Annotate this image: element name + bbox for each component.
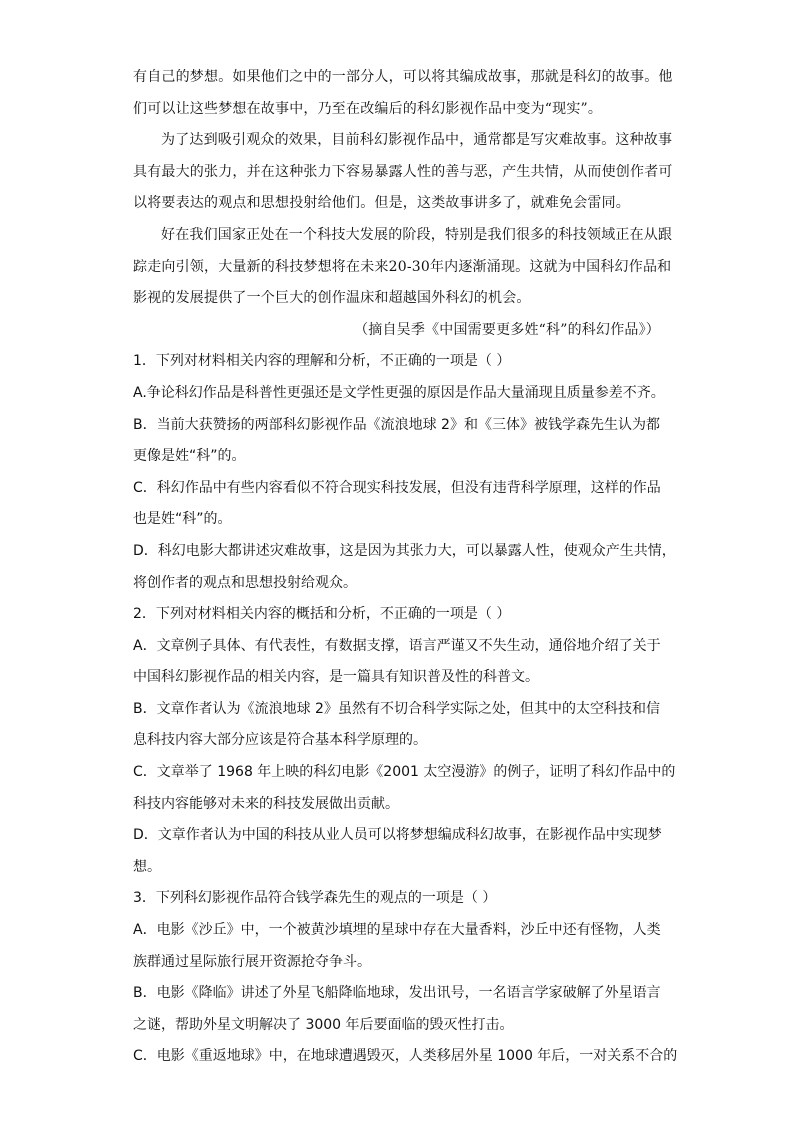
option-line: 息科技内容大部分应该是符合基本科学原理的。	[133, 732, 427, 749]
question-stem: 1．下列对材料相关内容的理解和分析，不正确的一项是（ ）	[133, 353, 511, 370]
passage-source: （摘自吴季《中国需要更多姓“科”的科幻作品》）	[354, 321, 660, 338]
option-line: 也是姓“科”的。	[133, 511, 232, 528]
option-line: D．文章作者认为中国的科技从业人员可以将梦想编成科幻故事，在影视作品中实现梦	[133, 827, 662, 844]
question-3	[133, 883, 678, 1073]
option-c	[133, 473, 663, 536]
option-line: B．文章作者认为《流浪地球 2》虽然有不切合科学实际之处，但其中的太空科技和信	[133, 700, 660, 717]
option-a	[133, 915, 663, 978]
option-line: C．科幻作品中有些内容看似不符合现实科技发展，但没有违背科学原理，这样的作品	[133, 479, 661, 496]
option-line: B．当前大获赞扬的两部科幻影视作品《流浪地球 2》和《三体》被钱学森先生认为都	[133, 416, 660, 433]
option-line: 族群通过星际旅行展开资源抢夺争斗。	[133, 953, 371, 970]
option-line: 中国科幻影视作品的相关内容，是一篇具有知识普及性的科普文。	[133, 669, 539, 686]
passage-paragraph-2	[133, 125, 673, 220]
question-stem: 2．下列对材料相关内容的概括和分析，不正确的一项是（ ）	[133, 606, 511, 623]
option-line: A.争论科幻作品是科普性更强还是文学性更强的原因是作品大量涌现且质量参差不齐。	[133, 384, 665, 401]
passage-paragraph-3	[133, 220, 673, 315]
option-line: 科技内容能够对未来的科技发展做出贡献。	[133, 795, 399, 812]
option-d	[133, 820, 663, 883]
option-b	[133, 410, 663, 473]
text-line: 好在我们国家正处在一个科技大发展的阶段，特别是我们很多的科技领域正在从跟	[161, 226, 673, 243]
option-line: 想。	[133, 858, 161, 875]
text-line: 有自己的梦想。如果他们之中的一部分人，可以将其编成故事，那就是科幻的故事。他	[133, 69, 673, 85]
question-1	[133, 346, 676, 599]
text-line: 为了达到吸引观众的效果，目前科幻影视作品中，通常都是写灾难故事。这种故事	[161, 132, 673, 149]
option-d	[133, 536, 676, 599]
option-b	[133, 978, 663, 1041]
option-line: 更像是姓“科”的。	[133, 448, 246, 465]
option-line: A．文章例子具体、有代表性，有数据支撑，语言严谨又不失生动，通俗地介绍了关于	[133, 637, 661, 654]
text-line: 具有最大的张力，并在这种张力下容易暴露人性的善与恶，产生共情，从而使创作者可	[133, 163, 673, 180]
text-line: 踪走向引领，大量新的科技梦想将在未来20-30年内逐渐涌现。这就为中国科幻作品和	[133, 258, 672, 275]
option-a	[133, 378, 663, 410]
question-2	[133, 599, 676, 883]
question-stem: 3．下列科幻影视作品符合钱学森先生的观点的一项是（ ）	[133, 890, 497, 907]
option-c	[133, 1041, 678, 1073]
option-line: 之谜，帮助外星文明解决了 3000 年后要面临的毁灭性打击。	[133, 1016, 514, 1033]
option-a	[133, 631, 663, 694]
option-c	[133, 757, 676, 820]
option-line: A．电影《沙丘》中，一个被黄沙填埋的星球中存在大量香料，沙丘中还有怪物，人类	[133, 922, 661, 939]
text-line: 们可以让这些梦想在故事中，乃至在改编后的科幻影视作品中变为“现实”。	[133, 100, 603, 117]
text-line: 影视的发展提供了一个巨大的创作温床和超越国外科幻的机会。	[133, 290, 531, 307]
passage-paragraph-1	[133, 62, 673, 125]
reading-passage	[133, 62, 673, 346]
option-line: 将创作者的观点和思想投射给观众。	[133, 574, 357, 591]
option-line: B．电影《降临》讲述了外星飞船降临地球，发出讯号，一名语言学家破解了外星语言	[133, 985, 661, 1002]
option-line: D．科幻电影大都讲述灾难故事，这是因为其张力大，可以暴露人性，使观众产生共情，	[133, 542, 676, 559]
document-page	[133, 62, 678, 1073]
text-line: 以将要表达的观点和思想投射给他们。但是，这类故事讲多了，就难免会雷同。	[133, 195, 630, 212]
option-line: C．电影《重返地球》中，在地球遭遇毁灭，人类移居外星 1000 年后，一对关系不合的	[133, 1048, 678, 1065]
option-line: C．文章举了 1968 年上映的科幻电影《2001 太空漫游》的例子，证明了科幻作品中的	[133, 764, 676, 781]
option-b	[133, 694, 663, 757]
